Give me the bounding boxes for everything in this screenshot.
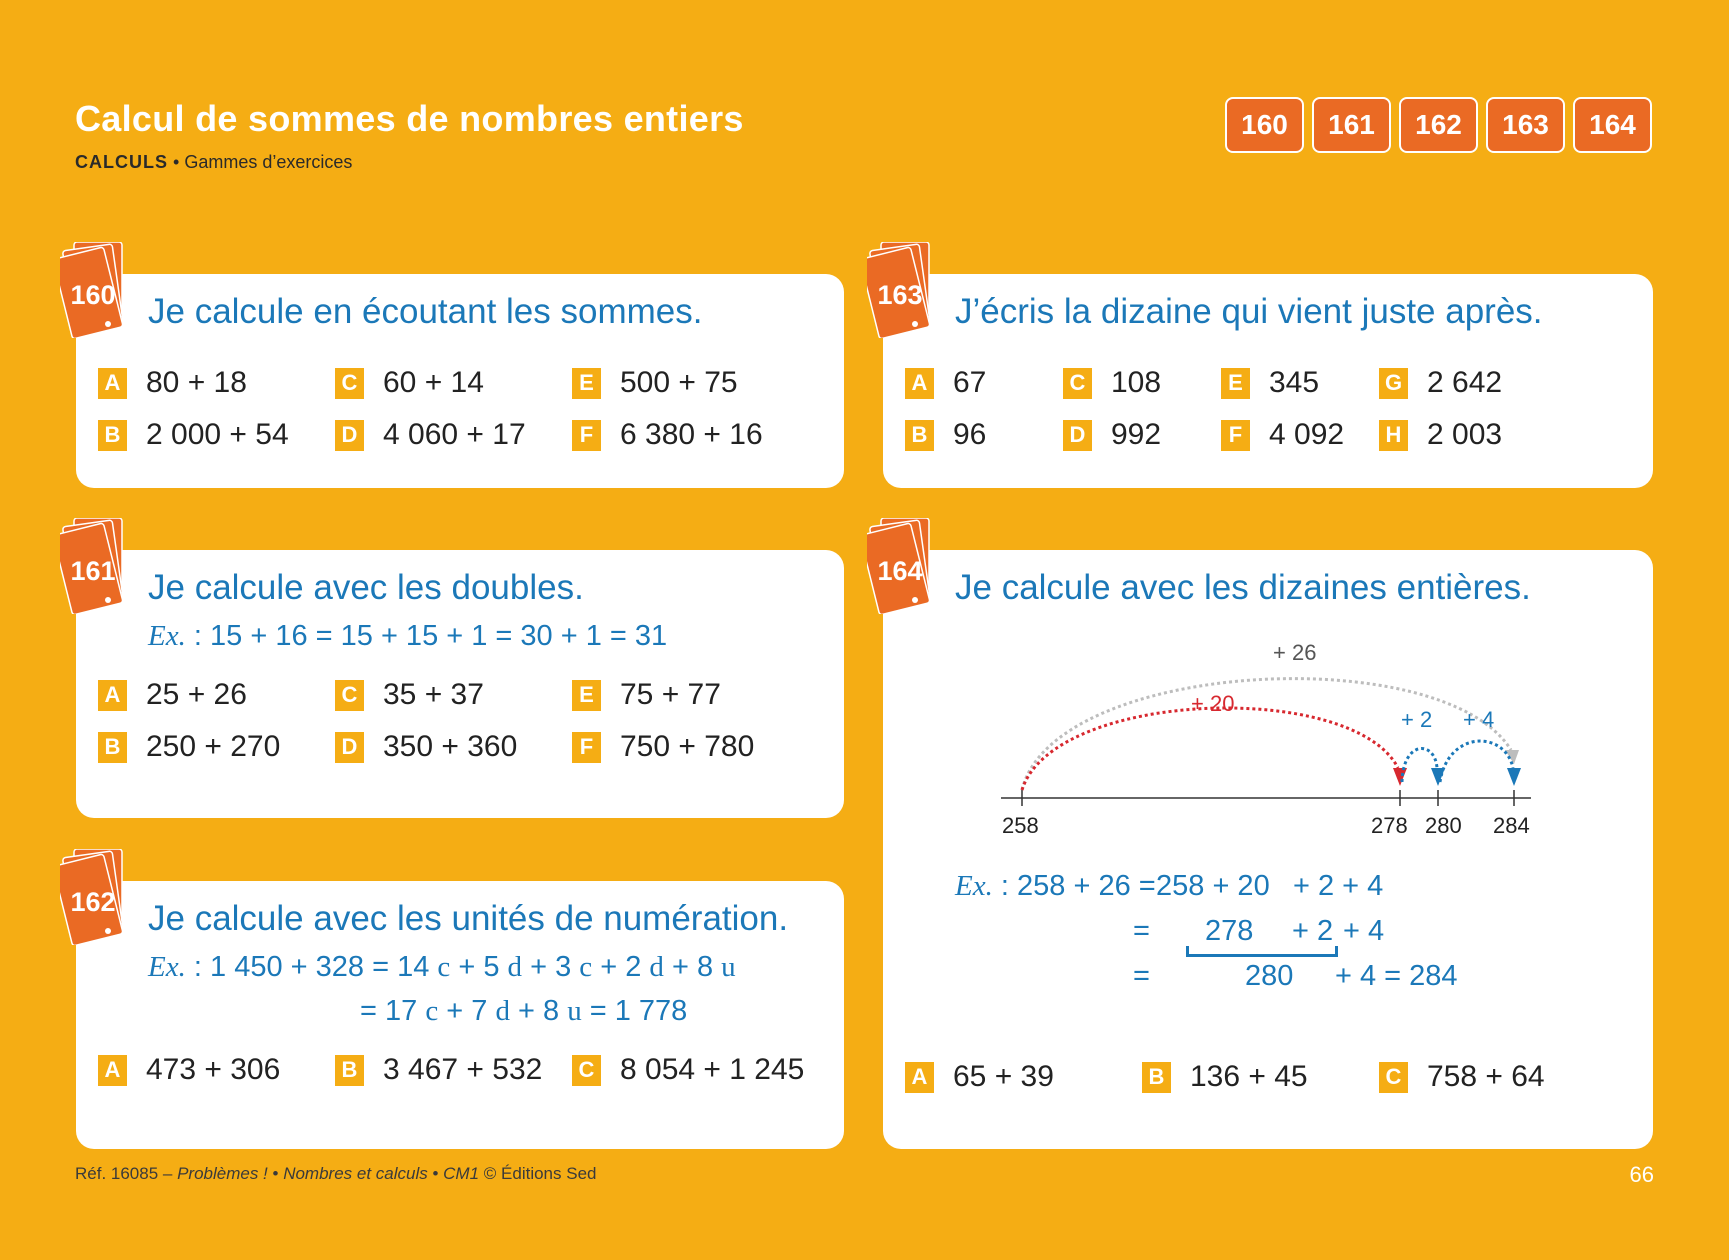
item-expression: 136 + 45 (1190, 1060, 1308, 1093)
footer-part: Nombres et calculs (283, 1164, 428, 1183)
exercise-item (572, 678, 721, 712)
number-line-diagram (883, 550, 1653, 850)
item-expression: 250 + 270 (146, 730, 281, 763)
nav-button-161[interactable]: 161 (1312, 97, 1391, 153)
example-part: + 4 = 284 (1335, 960, 1458, 992)
example-text: = 17 (360, 995, 426, 1027)
exercise-title: J’écris la dizaine qui vient juste après. (955, 292, 1543, 331)
item-expression: 6 380 + 16 (620, 418, 763, 451)
exercise-card-162 (70, 881, 844, 1149)
worked-example-line-2 (360, 995, 687, 1028)
page-subtitle (75, 152, 352, 173)
badge-number-wrap (60, 518, 130, 614)
item-letter-badge: C (1379, 1062, 1408, 1093)
jump-arc-a (1402, 748, 1437, 782)
exercise-item (1221, 418, 1344, 452)
example-eq: = (1133, 960, 1150, 992)
item-expression: 75 + 77 (620, 678, 721, 711)
example-text: + 8 (509, 995, 568, 1027)
footer-sep: • (267, 1164, 284, 1183)
page-title: Calcul de sommes de nombres entiers (75, 98, 744, 139)
item-expression: 60 + 14 (383, 366, 484, 399)
example-part: + 4 (1343, 915, 1385, 947)
unit-c: c (425, 995, 439, 1027)
jump-label-tens: + 20 (1191, 691, 1235, 716)
example-prefix: Ex. (148, 951, 186, 983)
worked-example-line-1 (148, 951, 736, 984)
badge-number: 163 (877, 280, 923, 310)
item-letter-badge: B (1142, 1062, 1171, 1093)
item-letter-badge: A (98, 1055, 127, 1086)
unit-c: c (579, 951, 593, 983)
item-expression: 65 + 39 (953, 1060, 1054, 1093)
exercise-item (1063, 366, 1161, 400)
exercise-item (905, 418, 986, 452)
item-letter-badge: A (98, 680, 127, 711)
item-letter-badge: C (572, 1055, 601, 1086)
example-part: 280 (1245, 960, 1294, 992)
exercise-item (335, 730, 517, 764)
exercise-item (1063, 418, 1161, 452)
unit-d: d (495, 995, 510, 1027)
badge-number-wrap (60, 849, 130, 945)
item-expression: 67 (953, 366, 987, 399)
exercise-item (335, 1053, 542, 1087)
item-letter-badge: A (905, 368, 934, 399)
item-letter-badge: B (98, 732, 127, 763)
example-text: : 1 450 + 328 = 14 (185, 951, 438, 983)
item-letter-badge: F (572, 420, 601, 451)
exercise-item (1221, 366, 1319, 400)
item-expression: 500 + 75 (620, 366, 738, 399)
item-expression: 345 (1269, 366, 1320, 399)
footer-ref: Réf. 16085 – (75, 1164, 178, 1183)
item-expression: 4 060 + 17 (383, 418, 526, 451)
badge-number: 164 (877, 556, 923, 586)
exercise-item (572, 418, 763, 452)
item-letter-badge: F (572, 732, 601, 763)
item-expression: 8 054 + 1 245 (620, 1053, 805, 1086)
item-expression: 473 + 306 (146, 1053, 281, 1086)
exercise-item (335, 418, 526, 452)
tick-label: 280 (1425, 813, 1462, 838)
nav-button-164[interactable]: 164 (1573, 97, 1652, 153)
item-letter-badge: D (335, 732, 364, 763)
arrowhead-blue-b (1507, 768, 1521, 786)
jump-label-b: + 4 (1463, 707, 1495, 732)
exercise-item (98, 678, 247, 712)
item-expression: 2 003 (1427, 418, 1503, 451)
example-text: : 15 + 16 = 15 + 15 + 1 = 30 + 1 = 31 (185, 620, 668, 652)
item-letter-badge: B (905, 420, 934, 451)
example-text: + 8 (663, 951, 722, 983)
item-letter-badge: B (335, 1055, 364, 1086)
item-letter-badge: E (572, 680, 601, 711)
exercise-title: Je calcule avec les unités de numération. (148, 899, 789, 938)
worked-example (148, 620, 667, 653)
example-part: 278 (1205, 915, 1254, 947)
example-text: + 7 (438, 995, 496, 1027)
exercise-card-164 (877, 550, 1653, 1149)
exercise-item (335, 678, 484, 712)
tick-label: 284 (1493, 813, 1530, 838)
jump-arc-tens (1022, 708, 1398, 790)
item-letter-badge: C (1063, 368, 1092, 399)
exercise-item (98, 730, 280, 764)
footer-book: Problèmes ! (177, 1164, 268, 1183)
item-letter-badge: B (98, 420, 127, 451)
subsection-label: Gammes d’exercices (184, 152, 353, 172)
item-expression: 350 + 360 (383, 730, 518, 763)
item-expression: 4 092 (1269, 418, 1345, 451)
example-prefix: Ex. (148, 620, 186, 652)
exercise-item (1379, 418, 1502, 452)
item-letter-badge: F (1221, 420, 1250, 451)
exercise-item (98, 366, 247, 400)
exercise-item (905, 1060, 1054, 1094)
example-prefix: Ex. (955, 870, 993, 902)
unit-d: d (649, 951, 664, 983)
tick-label: 258 (1002, 813, 1039, 838)
item-letter-badge: A (905, 1062, 934, 1093)
exercise-item (572, 366, 738, 400)
exercise-item (98, 1053, 280, 1087)
item-letter-badge: C (335, 680, 364, 711)
example-part: + 2 + 4 (1293, 870, 1384, 902)
page-number: 66 (1629, 1162, 1654, 1187)
jump-label-a: + 2 (1401, 707, 1433, 732)
example-text: = 1 778 (581, 995, 688, 1027)
exercise-item (1379, 366, 1502, 400)
exercise-card-160 (70, 274, 844, 488)
subtitle-separator: • (168, 152, 185, 172)
example-line-1 (955, 870, 1156, 903)
tick-label: 278 (1371, 813, 1408, 838)
example-text: + 5 (450, 951, 508, 983)
exercise-item (572, 730, 754, 764)
badge-number-wrap (60, 242, 130, 338)
badge-number: 162 (70, 887, 116, 917)
example-part: + 2 (1292, 915, 1334, 947)
item-letter-badge: E (1221, 368, 1250, 399)
exercise-item (572, 1053, 804, 1087)
arrowhead-red (1393, 768, 1407, 786)
nav-button-162[interactable]: 162 (1399, 97, 1478, 153)
nav-button-163[interactable]: 163 (1486, 97, 1565, 153)
item-letter-badge: E (572, 368, 601, 399)
item-expression: 25 + 26 (146, 678, 247, 711)
section-label: CALCULS (75, 152, 168, 172)
item-expression: 108 (1111, 366, 1162, 399)
exercise-item (1379, 1060, 1545, 1094)
item-expression: 992 (1111, 418, 1162, 451)
exercise-item (905, 366, 986, 400)
unit-u: u (721, 951, 736, 983)
exercise-nav (1225, 97, 1652, 153)
example-text: + 2 (592, 951, 650, 983)
footer-level: CM1 (443, 1164, 480, 1183)
unit-u: u (567, 995, 582, 1027)
item-expression: 750 + 780 (620, 730, 755, 763)
item-letter-badge: G (1379, 368, 1408, 399)
nav-button-160[interactable]: 160 (1225, 97, 1304, 153)
item-letter-badge: H (1379, 420, 1408, 451)
exercise-title: Je calcule en écoutant les sommes. (148, 292, 703, 331)
item-expression: 35 + 37 (383, 678, 484, 711)
example-text: + 3 (522, 951, 580, 983)
unit-c: c (437, 951, 451, 983)
example-text: : 258 + 26 = (992, 870, 1156, 902)
item-expression: 3 467 + 532 (383, 1053, 543, 1086)
example-part: 258 + 20 (1156, 870, 1270, 902)
badge-number-wrap (867, 242, 937, 338)
exercise-item (335, 366, 484, 400)
item-letter-badge: D (1063, 420, 1092, 451)
item-letter-badge: C (335, 368, 364, 399)
example-eq: = (1133, 915, 1150, 947)
footer-publisher: © Éditions Sed (479, 1164, 597, 1183)
bracket-blue (1186, 946, 1338, 957)
jump-label-total: + 26 (1273, 640, 1317, 665)
item-expression: 758 + 64 (1427, 1060, 1545, 1093)
item-expression: 80 + 18 (146, 366, 247, 399)
exercise-item (98, 418, 289, 452)
exercise-card-161 (70, 550, 844, 818)
arrowhead-blue-a (1431, 768, 1445, 786)
exercise-title: Je calcule avec les dizaines entières. (955, 568, 1531, 607)
footer-reference (75, 1164, 597, 1184)
item-expression: 2 642 (1427, 366, 1503, 399)
unit-d: d (507, 951, 523, 983)
exercise-item (1142, 1060, 1308, 1094)
item-letter-badge: D (335, 420, 364, 451)
item-letter-badge: A (98, 368, 127, 399)
footer-sep: • (427, 1164, 444, 1183)
jump-arc-b (1440, 741, 1513, 782)
badge-number: 161 (70, 556, 116, 586)
item-expression: 96 (953, 418, 987, 451)
item-expression: 2 000 + 54 (146, 418, 289, 451)
exercise-card-163 (877, 274, 1653, 488)
exercise-title: Je calcule avec les doubles. (148, 568, 584, 607)
badge-number: 160 (70, 280, 116, 310)
